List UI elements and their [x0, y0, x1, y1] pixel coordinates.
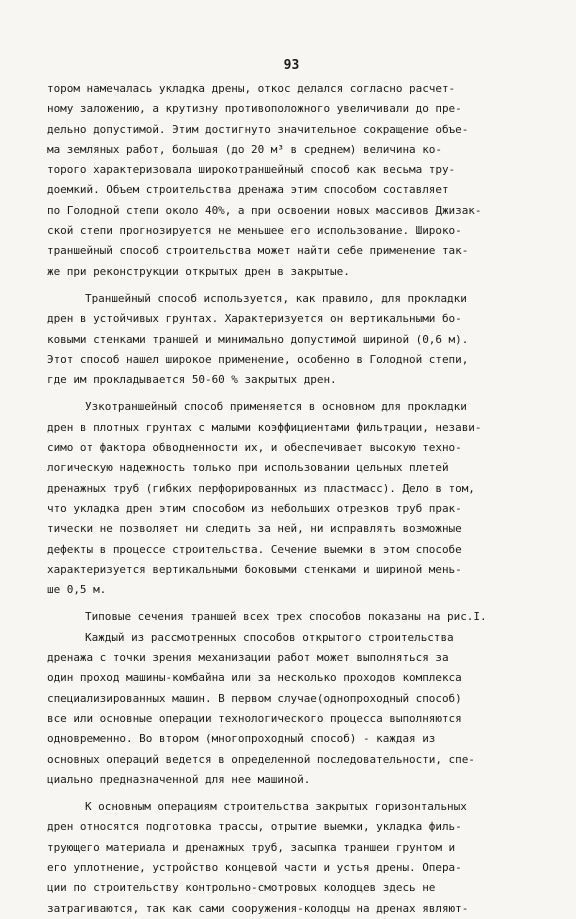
- text-line: дрен в плотных грунтах с малыми коэффициентами фильтрации, незави-: [47, 420, 482, 434]
- text-line: логическую надежность только при использовании цельных плетей: [47, 461, 449, 475]
- text-line: специализированных машин. В первом случае(однопроходный способ): [47, 691, 462, 705]
- text-line: что укладка дрен этим способом из небольших отрезков труб прак-: [47, 501, 462, 515]
- text-line: Этот способ нашел широкое применение, особенно в Голодной степи,: [47, 352, 469, 366]
- text-line: Траншейный способ используется, как правило, для прокладки: [85, 291, 467, 305]
- text-line: ма земляных работ, большая (до 20 м³ в среднем) величина ко-: [47, 142, 442, 156]
- text-line: дрен в устойчивых грунтах. Характеризуется он вертикальными бо-: [47, 312, 462, 326]
- text-line: его уплотнение, устройство концевой части и устья дрены. Опера-: [47, 860, 462, 874]
- text-line: по Голодной степи около 40%, а при освоении новых массивов Джизак-: [47, 203, 482, 217]
- text-line: дренажа с точки зрения механизации работ может выполняться за: [47, 651, 449, 665]
- text-line: тически не позволяет ни следить за ней, ни исправлять возможные: [47, 522, 462, 536]
- page-number: 93: [283, 58, 300, 73]
- text-line: одновременно. Во втором (многопроходный способ) - каждая из: [47, 732, 436, 746]
- paragraph-trench: [47, 289, 536, 390]
- text-line: тором намечалась укладка дрены, откос делался согласно расчет-: [47, 82, 456, 95]
- text-line: ковыми стенками траншей и минимально допустимой шириной (0,6 м).: [47, 332, 469, 346]
- text-line: где им прокладывается 50-60 % закрытых дрен.: [47, 373, 337, 387]
- text-line: Узкотраншейный способ применяется в основном для прокладки: [85, 400, 467, 414]
- text-line: ше 0,5 м.: [47, 583, 107, 597]
- text-line: трующего материала и дренажных труб, засыпка траншеи грунтом и: [47, 840, 456, 854]
- text-line: К основным операциям строительства закрытых горизонтальных: [85, 800, 467, 814]
- text-line: один проход машины-комбайна или за несколько проходов комплекса: [47, 671, 462, 685]
- text-line: характеризуется вертикальными боковыми стенками и шириной мень-: [47, 562, 462, 576]
- text-line: Каждый из рассмотренных способов открытого строительства: [85, 630, 454, 644]
- text-line: торого характеризовала широкотраншейный способ как весьма тру-: [47, 163, 456, 177]
- text-line: циально предназначенной для нее машиной.: [47, 772, 311, 786]
- text-line: дрен относятся подготовка трассы, отрытие выемки, укладка филь-: [47, 820, 462, 834]
- paragraph-wide-trench: [47, 79, 536, 282]
- text-line: же при реконструкции открытых дрен в закрытые.: [47, 264, 350, 278]
- text-line: все или основные операции технологического процесса выполняются: [47, 711, 462, 725]
- paragraph-mechanization: [47, 607, 536, 790]
- text-line: Типовые сечения траншей всех трех способов показаны на рис.I.: [85, 610, 487, 624]
- text-line: траншейный способ строительства может найти себе применение так-: [47, 244, 469, 258]
- text-line: ции по строительству контрольно-смотровых колодцев здесь не: [47, 881, 436, 895]
- text-line: дефекты в процессе строительства. Сечение выемки в этом способе: [47, 542, 462, 556]
- text-line: дельно допустимой. Этим достигнуто значительное сокращение объе-: [47, 122, 469, 136]
- paragraph-narrow-trench: [47, 397, 536, 600]
- text-line: симо от фактора обводненности их, и обеспечивает высокую техно-: [47, 441, 462, 455]
- text-line: ской степи прогнозируется не меньшее его использование. Широко-: [47, 224, 462, 238]
- text-line: затрагиваются, так как сами сооружения-колодцы на дренах являют-: [47, 901, 469, 915]
- text-line: дренажных труб (гибких перфорированных из пластмасс). Дело в том,: [47, 481, 475, 495]
- paragraph-operations: [47, 797, 536, 919]
- text-line: доемкий. Объем строительства дренажа этим способом составляет: [47, 183, 449, 197]
- text-line: ному заложению, а крутизну противоположного увеличивали до пре-: [47, 102, 462, 116]
- text-line: основных операций ведется в определенной последовательности, спе-: [47, 752, 475, 766]
